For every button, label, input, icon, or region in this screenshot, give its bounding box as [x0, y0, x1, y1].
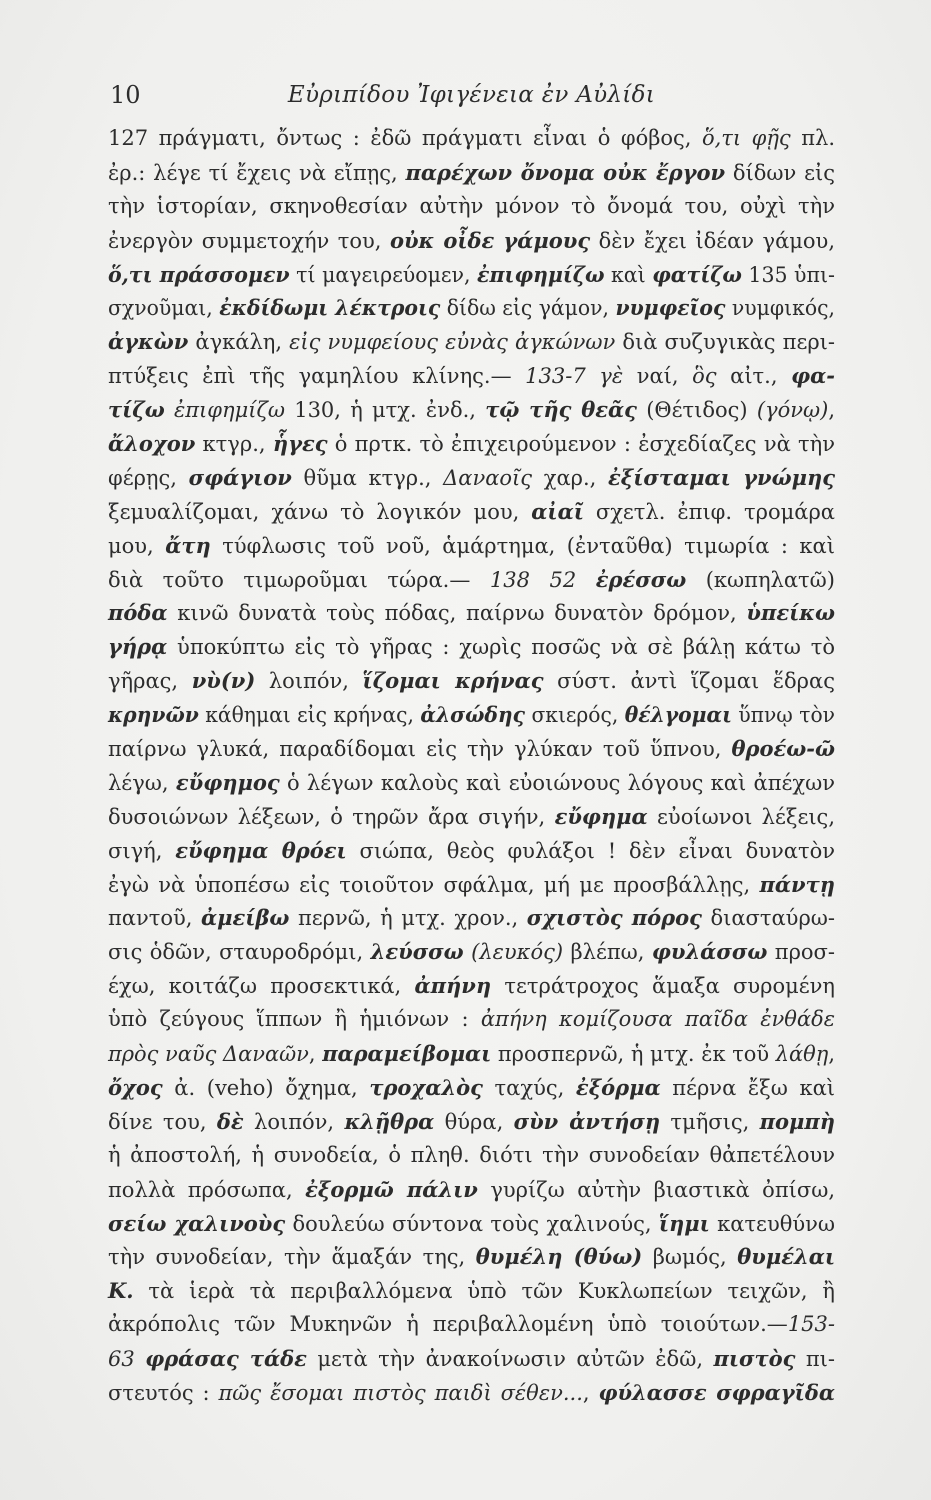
line-content: [108, 1274, 835, 1309]
text-run: σύστ. ἀντὶ ἵζομαι ἕδρας: [543, 669, 835, 694]
line-content: [108, 122, 835, 156]
lemma-term: σχιστὸς πόρος: [526, 905, 702, 931]
lemma-term: ἐπιφημίζω: [477, 261, 605, 287]
text-run: λοιπόν,: [255, 669, 363, 694]
lemma-term: φύλασσε σφραγῖδα: [598, 1379, 835, 1405]
text-run: ὑποκύπτω εἰς τὸ γῆρας : χωρὶς ποσῶς νὰ σὲ βάλῃ κάτω τὸ: [167, 635, 835, 660]
text-run: κινῶ δυνατὰ τοὺς πόδας, παίρνω δυνατὸν δρόμον,: [167, 601, 747, 626]
text-run: σχνοῦμαι,: [108, 296, 220, 321]
text-line: [108, 969, 835, 1003]
text-run: γυρίζω αὐτὴν βιαστικὰ ὀπίσω,: [477, 1177, 835, 1202]
text-run: δίδω εἰς γάμον,: [440, 296, 616, 321]
text-run: λέγω,: [108, 770, 176, 795]
text-line: [108, 732, 835, 766]
text-run: γῆρας,: [108, 669, 192, 694]
text-run: διασταύρω-: [701, 906, 836, 931]
text-run: ἡ ἀποστολή, ἡ συνοδεία, ὁ πληθ. διότι τὴν συνοδείαν θἀπετέλουν: [108, 1142, 835, 1167]
text-line: [108, 1139, 835, 1173]
page-number: 10: [110, 81, 141, 109]
text-run: τύφλωσις τοῦ νοῦ, ἁμάρτημα, (ἐνταῦθα) τιμωρία : καὶ: [210, 533, 835, 558]
text-run: εὐοίωνοι λέξεις,: [647, 804, 835, 829]
lemma-term: εὔφημα θρόει: [175, 837, 347, 863]
text-run: ὑπὸ ζεύγους ἵππων ἢ ἡμιόνων :: [108, 1007, 481, 1032]
text-line: [108, 935, 835, 969]
lemma-term: δὲ: [216, 1108, 244, 1134]
line-content: [108, 1173, 835, 1208]
line-content: [108, 732, 835, 767]
text-run: σκιερός,: [525, 703, 625, 728]
text-run: σιώπα, θεὸς φυλάξοι ! δὲν εἶναι δυνατὸν: [346, 838, 835, 863]
lemma-term: παρέχων ὄνομα οὐκ ἔργον: [405, 159, 726, 185]
text-line: [108, 901, 835, 935]
line-content: [108, 461, 835, 496]
lemma-term: ὅ,τι πράσσομεν: [108, 261, 290, 287]
line-content: [108, 563, 835, 598]
text-run: βωμός,: [642, 1245, 738, 1270]
text-run: κτγρ.,: [195, 432, 273, 457]
text-line: [108, 1003, 835, 1037]
text-run: προσ-: [767, 940, 835, 965]
italic-text: ἐπιφημίζω: [173, 398, 285, 423]
italic-text: Δαναοῖς: [443, 465, 533, 490]
text-run: [165, 398, 174, 422]
line-content: [108, 868, 835, 903]
text-run: (κωπηλατῶ): [686, 567, 835, 592]
italic-text: 133-7 γὲ: [525, 364, 624, 389]
line-content: [108, 969, 835, 1004]
text-run: πέρνα ἔξω καὶ: [660, 1075, 836, 1100]
text-line: [108, 1207, 835, 1241]
text-run: ἀ. (veho) ὄχημα,: [162, 1075, 370, 1100]
running-title: Εὐριπίδου Ἰφιγένεια ἐν Αὐλίδι: [287, 82, 656, 108]
text-line: [108, 630, 835, 664]
lemma-term: πομπὴ: [759, 1108, 836, 1134]
lemma-term: παραμείβομαι: [322, 1041, 492, 1067]
lemma-term: νὺ(ν): [191, 668, 256, 694]
line-content: [108, 1003, 835, 1037]
text-line: [108, 427, 835, 461]
line-content: [108, 1240, 835, 1275]
line-content: [108, 630, 835, 665]
lemma-term: ἄλοχον: [108, 431, 196, 457]
text-line: [108, 1308, 835, 1342]
text-run: μετὰ τὴν ἀνακοίνωσιν αὐτῶν ἐδῶ,: [306, 1347, 714, 1372]
line-content: [108, 596, 835, 631]
text-run: πτύξεις ἐπὶ τῆς γαμηλίου κλίνης.—: [108, 364, 526, 389]
text-run: προσπερνῶ, ἡ μτχ. ἐκ τοῦ: [491, 1042, 776, 1067]
text-run: ὁ πρτκ. τὸ ἐπιχειρούμενον : ἐσχεδίαζες νὰ τὴν: [327, 432, 836, 457]
text-run: ,: [582, 1380, 599, 1405]
text-line: [108, 393, 835, 427]
text-run: 127 πράγματι, ὄντως : ἐδῶ πράγματι εἶναι ὁ φόβος,: [108, 126, 702, 150]
lemma-term: φράσας τάδε: [145, 1346, 307, 1372]
lemma-term: ἵζομαι κρήνας: [362, 668, 544, 694]
text-line: [108, 359, 835, 393]
lemma-term: οὐκ οἶδε γάμους: [389, 227, 591, 253]
text-line: [108, 291, 835, 325]
text-run: παίρνω γλυκά, παραδίδομαι εἰς τὴν γλύκαν τοῦ ὕπνου,: [108, 737, 732, 762]
lemma-term: κλῇθρα: [344, 1108, 435, 1134]
lemma-term: λεύσσω: [370, 939, 464, 965]
line-content: [108, 393, 835, 428]
text-run: πι-: [795, 1347, 836, 1372]
text-run: ναί,: [623, 364, 693, 389]
lemma-term: ἀλσώδης: [420, 702, 526, 728]
text-line: [108, 529, 835, 563]
text-run: χαρ.,: [532, 465, 609, 490]
text-run: σιγή,: [108, 838, 176, 863]
text-line: [108, 1037, 835, 1071]
italic-text: 153-: [787, 1312, 835, 1337]
italic-text: (λευκός): [471, 940, 564, 965]
text-line: [108, 156, 835, 190]
text-run: έχω, κοιτάζω προσεκτικά,: [108, 974, 415, 999]
lemma-term: εὔφημος: [175, 769, 280, 795]
text-run: πλ.: [790, 126, 835, 150]
text-run: 135 ὑπι-: [741, 262, 835, 287]
line-content: [108, 935, 835, 970]
text-run: καὶ: [604, 262, 653, 287]
line-content: [108, 834, 835, 869]
text-line: [108, 224, 835, 258]
text-run: τὰ ἱερὰ τὰ περιβαλλόμενα ὑπὸ τῶν Κυκλωπείων τειχῶν, ἢ: [133, 1279, 835, 1304]
text-run: δίδων εἰς: [725, 160, 836, 185]
text-run: ταχύς,: [482, 1075, 576, 1100]
lemma-term: ἐκδίδωμι λέκτροις: [219, 295, 441, 321]
italic-text: 138 52: [489, 567, 577, 592]
line-content: [108, 800, 835, 835]
lemma-term: σφάγιον: [188, 464, 292, 490]
text-run: σχετλ. ἐπιφ. τρομάρα: [583, 499, 835, 524]
text-run: τί μαγειρεύομεν,: [289, 262, 478, 287]
italic-text: εἰς νυμφείους εὐνὰς ἀγκώνων: [289, 330, 616, 355]
text-run: κάθημαι εἰς κρήνας,: [198, 703, 421, 728]
text-run: 130, ἡ μτχ. ἐνδ.,: [284, 398, 486, 423]
text-line: [108, 1342, 835, 1376]
lemma-term: πάντῃ: [759, 871, 835, 897]
text-line: [108, 1071, 835, 1105]
text-line: [108, 190, 835, 224]
lemma-term: σὺν ἀντήσῃ: [513, 1108, 661, 1134]
lemma-term: σείω χαλινοὺς: [108, 1210, 286, 1236]
text-run: δὲν ἔχει ἰδέαν γάμου,: [590, 228, 835, 253]
line-content: [108, 529, 835, 564]
line-content: [108, 1071, 835, 1106]
text-run: σις ὁδῶν, σταυροδρόμι,: [108, 940, 371, 965]
line-content: [108, 359, 835, 394]
lemma-term: εὔφημα: [554, 803, 648, 829]
line-content: [108, 156, 835, 191]
text-line: [108, 1105, 835, 1139]
text-line: [108, 1173, 835, 1207]
lemma-term: ἀγκὼν: [108, 329, 189, 355]
lemma-term: ὄχος: [108, 1074, 163, 1100]
lemma-term: θυμέλη (θύω): [475, 1244, 643, 1270]
text-run: νυμφικός,: [725, 296, 835, 321]
text-run: ἐρ.: λέγε τί ἔχεις νὰ εἴπῃς,: [108, 160, 406, 185]
line-content: [108, 224, 835, 259]
text-run: [576, 568, 596, 592]
text-run: τὴν συνοδείαν, τὴν ἅμαξάν της,: [108, 1245, 476, 1270]
text-run: περνῶ, ἡ μτχ. χρον.,: [289, 906, 527, 931]
lemma-term: φατίζω: [652, 261, 742, 287]
text-run: θῦμα κτγρ.,: [291, 465, 444, 490]
text-run: ὁ λέγων καλοὺς καὶ εὐοιώνους λόγους καὶ ἀπέχων: [279, 770, 835, 795]
lemma-term: Κ.: [108, 1278, 134, 1304]
text-line: [108, 122, 835, 156]
lemma-term: θυμέλαι: [737, 1244, 836, 1270]
italic-text: πῶς ἔσομαι πιστὸς παιδὶ σέθεν...: [218, 1380, 583, 1405]
line-content: [108, 1308, 835, 1342]
text-run: ἀκρόπολις τῶν Μυκηνῶν ἡ περιβαλλομένη ὑπὸ τοιούτων.—: [108, 1312, 788, 1337]
line-content: [108, 901, 835, 936]
lemma-term: τροχαλὸς: [369, 1074, 483, 1100]
line-content: [108, 1105, 835, 1140]
line-content: [108, 258, 835, 293]
lemma-term: ἐξορμῶ πάλιν: [305, 1176, 478, 1202]
line-content: [108, 190, 835, 224]
italic-text: (γόνῳ): [756, 398, 829, 423]
lemma-term: πιστὸς: [713, 1346, 796, 1372]
text-line: [108, 800, 835, 834]
lemma-term: πόδα: [108, 600, 168, 626]
text-run: βλέπω,: [563, 940, 652, 965]
line-content: [108, 1037, 835, 1072]
text-line: [108, 563, 835, 597]
line-content: [108, 1376, 835, 1411]
text-line: [108, 1240, 835, 1274]
italic-text: πρὸς ναῦς Δαναῶν: [108, 1042, 309, 1067]
line-content: [108, 698, 835, 733]
lemma-term: φα-: [791, 363, 835, 389]
lemma-term: τίζω: [108, 397, 165, 423]
lemma-term: αἰαῖ: [531, 498, 584, 524]
lemma-term: ἀπήνη: [414, 973, 492, 999]
line-content: [108, 766, 835, 801]
text-run: ὕπνῳ τὸν: [731, 703, 835, 728]
line-content: [108, 325, 835, 360]
lemma-term: ἵημι: [658, 1210, 710, 1236]
lemma-term: ἐρέσσω: [595, 566, 687, 592]
lemma-term: θέλγομαι: [624, 702, 732, 728]
text-line: [108, 698, 835, 732]
line-content: [108, 1342, 835, 1377]
lemma-term: τῷ τῆς θεᾶς: [485, 397, 637, 423]
text-run: ,: [308, 1042, 323, 1067]
line-content: [108, 1207, 835, 1242]
lemma-term: ἄτη: [165, 532, 211, 558]
italic-text: λάθῃ: [775, 1042, 829, 1067]
text-run: ἀγκάλη,: [188, 330, 290, 355]
lemma-term: ἐξίσταμαι γνώμης: [608, 464, 836, 490]
text-run: ξεμυαλίζομαι, χάνω τὸ λογικόν μου,: [108, 499, 532, 524]
text-run: τετράτροχος ἅμαξα συρομένη: [491, 974, 835, 999]
lemma-term: θροέω-ῶ: [731, 736, 835, 762]
text-run: ,: [828, 398, 835, 423]
text-run: ἐνεργὸν συμμετοχήν του,: [108, 228, 390, 253]
text-line: [108, 834, 835, 868]
text-line: [108, 766, 835, 800]
page-header: [0, 78, 931, 112]
text-run: τμῆσις,: [660, 1109, 760, 1134]
text-line: [108, 1274, 835, 1308]
text-run: πολλὰ πρόσωπα,: [108, 1177, 306, 1202]
italic-text: ὃς: [692, 364, 717, 389]
lemma-term: ἐξόρμα: [575, 1074, 661, 1100]
text-run: δουλεύω σύντονα τοὺς χαλινούς,: [285, 1211, 659, 1236]
text-line: [108, 868, 835, 902]
line-content: [108, 495, 835, 530]
line-content: [108, 427, 835, 462]
text-run: μου,: [108, 533, 166, 558]
text-line: [108, 461, 835, 495]
lemma-term: ὑπείκω: [746, 600, 835, 626]
italic-text: ὅ,τι φῇς: [701, 126, 791, 150]
text-line: [108, 258, 835, 292]
lemma-term: νυμφεῖος: [615, 295, 726, 321]
text-run: παντοῦ,: [108, 906, 201, 931]
text-run: κατευθύνω: [709, 1211, 836, 1236]
line-content: [108, 1139, 835, 1173]
text-run: ἐγὼ νὰ ὑποπέσω εἰς τοιοῦτον σφάλμα, μή με προσβάλλῃς,: [108, 872, 760, 897]
text-run: ,: [828, 1042, 835, 1067]
lemma-term: γήρᾳ: [108, 634, 168, 660]
lemma-term: ἀμείβω: [201, 905, 290, 931]
text-run: δυσοιώνων λέξεων, ὁ τηρῶν ἄρα σιγήν,: [108, 804, 555, 829]
text-run: [135, 1347, 145, 1371]
italic-text: ἀπήνη κομίζουσα παῖδα ἐνθάδε: [480, 1007, 835, 1032]
commentary-text-block: [108, 122, 835, 1410]
text-line: [108, 1376, 835, 1410]
text-run: τὴν ἱστορίαν, σκηνοθεσίαν αὐτὴν μόνον τὸ ὄνομά του, οὐχὶ τὴν: [108, 193, 835, 218]
line-content: [108, 664, 835, 699]
text-run: διὰ τοῦτο τιμωροῦμαι τώρα.—: [108, 567, 490, 592]
line-content: [108, 291, 835, 326]
lemma-term: κρηνῶν: [108, 702, 199, 728]
text-run: διὰ συζυγικὰς περι-: [615, 330, 835, 355]
text-line: [108, 325, 835, 359]
text-line: [108, 596, 835, 630]
lemma-term: ἧγες: [272, 431, 328, 457]
text-run: αἰτ.,: [716, 364, 792, 389]
text-run: (Θέτιδος): [636, 398, 757, 423]
text-line: [108, 664, 835, 698]
lemma-term: φυλάσσω: [651, 939, 768, 965]
italic-text: 63: [108, 1347, 135, 1372]
text-run: δίνε του,: [108, 1109, 217, 1134]
text-run: λοιπόν,: [243, 1109, 345, 1134]
text-run: φέρῃς,: [108, 465, 189, 490]
text-line: [108, 495, 835, 529]
text-run: στευτός :: [108, 1380, 219, 1405]
text-run: θύρα,: [434, 1109, 514, 1134]
